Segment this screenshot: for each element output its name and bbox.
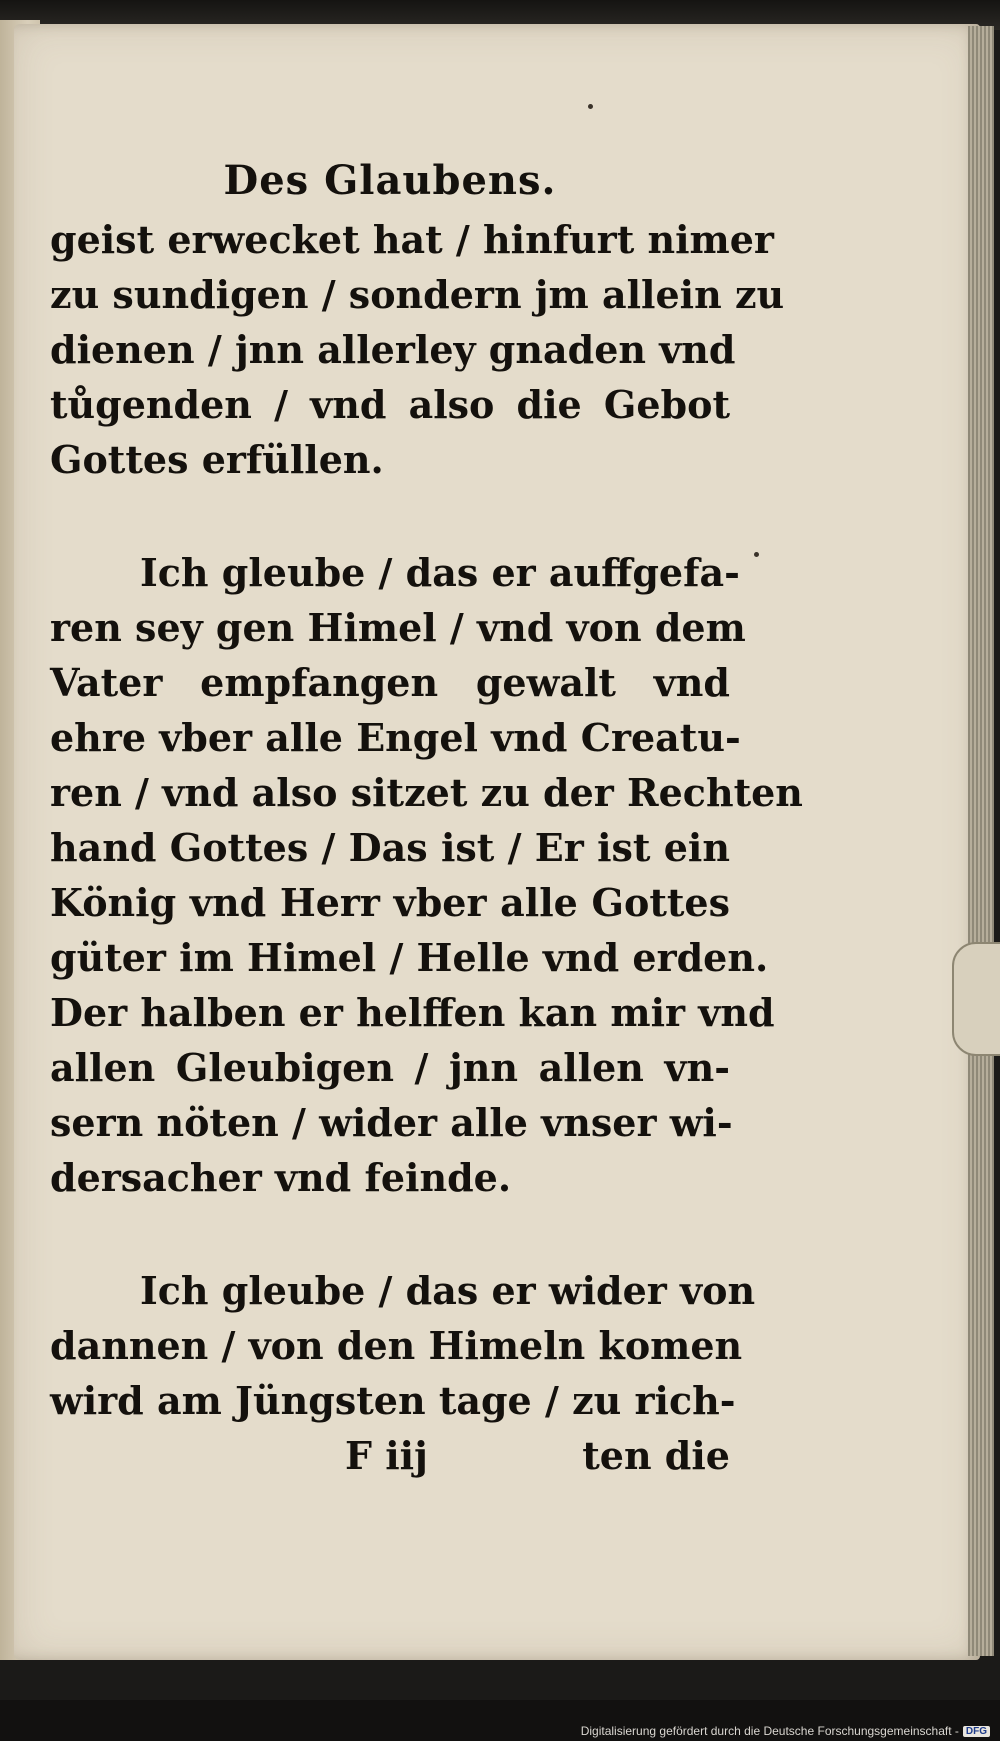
text-line: hand Gottes / Das ist / Er ist ein xyxy=(50,825,730,870)
text-line: geist erwecket hat / hinfurt nimer xyxy=(50,217,774,262)
text-line: Der halben er helffen kan mir vnd xyxy=(50,990,775,1035)
signature-line xyxy=(50,1428,730,1483)
text-line: König vnd Herr vber alle Gottes xyxy=(50,880,730,925)
signature-mark: F iij xyxy=(345,1433,428,1478)
text-line: dannen / von den Himeln komen xyxy=(50,1323,743,1368)
text-line: ehre vber alle Engel vnd Creatu- xyxy=(50,715,741,760)
paper-speck xyxy=(588,104,593,109)
dfg-logo: DFG xyxy=(963,1726,990,1737)
page-stack-edge xyxy=(968,26,994,1656)
text-line: dersacher vnd feinde. xyxy=(50,1155,512,1200)
catchword: ten die xyxy=(582,1433,730,1478)
text-line: ren sey gen Himel / vnd von dem xyxy=(50,605,746,650)
text-line: allen Gleubigen / jnn allen vn- xyxy=(50,1045,730,1090)
text-line: güter im Himel / Helle vnd erden. xyxy=(50,935,769,980)
page-text xyxy=(50,150,803,1483)
paragraph-2 xyxy=(50,545,803,1205)
text-line: dienen / jnn allerley gnaden vnd xyxy=(50,327,736,372)
paragraph-3 xyxy=(50,1263,756,1428)
book-clasp xyxy=(952,942,1000,1056)
text-line: ren / vnd also sitzet zu der Rechten xyxy=(50,770,803,815)
text-line: wird am Jüngsten tage / zu rich- xyxy=(50,1378,736,1423)
text-line: Ich gleube / das er auffgefa- xyxy=(140,550,740,595)
text-line: zu sundigen / sondern jm allein zu xyxy=(50,272,785,317)
text-line: Vater empfangen gewalt vnd xyxy=(50,660,730,705)
text-line: tůgenden / vnd also die Gebot xyxy=(50,382,730,427)
text-line: sern nöten / wider alle vnser wi- xyxy=(50,1100,733,1145)
credit-text: Digitalisierung gefördert durch die Deutsche Forschungsgemeinschaft - xyxy=(580,1724,959,1738)
running-heading: Des Glaubens. xyxy=(223,157,557,204)
paragraph-1 xyxy=(50,212,785,487)
text-line: Gottes erfüllen. xyxy=(50,437,384,482)
text-line: Ich gleube / das er wider von xyxy=(140,1268,756,1313)
digitization-credit xyxy=(581,1724,990,1738)
paper-speck xyxy=(754,552,759,557)
